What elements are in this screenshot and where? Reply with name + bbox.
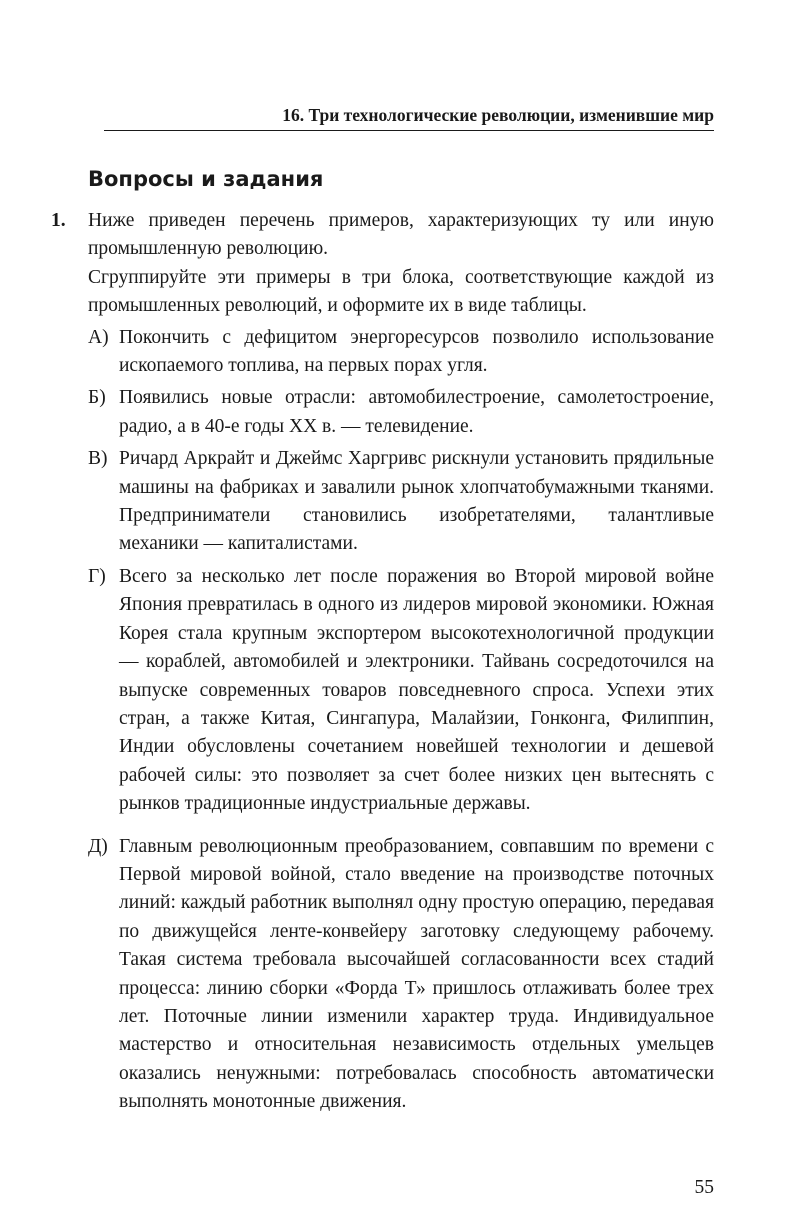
item-marker: Б) — [88, 387, 106, 409]
example-list — [88, 324, 714, 1117]
page-number: 55 — [694, 1177, 714, 1198]
item-marker: Г) — [88, 565, 106, 587]
item-marker: В) — [88, 448, 108, 470]
task-instruction: Сгруппируйте эти примеры в три блока, соответствующие каждой из промышленных революций, и оформите их в виде таблицы. — [88, 266, 714, 317]
item-text: Главным революционным преобразованием, совпавшим по времени с Первой мировой войной, стало введение на производстве поточных линий: каждый работник выполнял одну простую операцию, передавая по движущейся ленте-конвейеру заготовку следующему рабочему. Такая система требовала высочайшей согласованности всех стадий процесса: линию сборки «Форда Т» пришлось отлаживать более трех лет. Поточные линии изменили характер труда. Индивидуальное мастерство и относительная независимость отдельных умельцев оказались ненужными: потребовалась способность автоматически выполнять монотонные движения. — [119, 835, 714, 1113]
task-1 — [51, 207, 714, 1121]
example-item-v — [88, 445, 714, 559]
running-head: 16. Три технологические революции, изменившие мир — [104, 104, 714, 131]
example-item-g — [88, 563, 714, 819]
example-item-d — [88, 833, 714, 1117]
example-item-b — [88, 384, 714, 441]
item-text: Покончить с дефицитом энергоресурсов позволило использование ископаемого топлива, на первых порах угля. — [119, 326, 714, 377]
section-title: Вопросы и задания — [88, 167, 324, 191]
item-text: Всего за несколько лет после поражения во Второй мировой войне Япония превратилась в одного из лидеров мировой экономики. Южная Корея стала крупным экспортером высокотехнологичной продукции — кораблей, автомобилей и электроники. Тайвань сосредоточился на выпуске современных товаров повседневного спроса. Успехи этих стран, а также Китая, Сингапура, Малайзии, Гонконга, Филиппин, Индии обусловлены сочетанием новейшей технологии и дешевой рабочей силы: это позволяет за счет более низких цен вытеснять с рынков традиционные индустриальные державы. — [119, 565, 714, 815]
item-marker: А) — [88, 326, 109, 348]
task-intro: Ниже приведен перечень примеров, характеризующих ту или иную промышленную революцию. — [88, 210, 714, 260]
item-marker: Д) — [88, 835, 108, 857]
task-number: 1. — [51, 210, 66, 231]
item-text: Появились новые отрасли: автомобилестроение, самолетостроение, радио, а в 40-е годы XX в. — телевидение. — [119, 387, 714, 437]
item-text: Ричард Аркрайт и Джеймс Харгривс рискнули установить прядильные машины на фабриках и завалили рынок хлопчатобумажными тканями. Предприниматели становились изобретателями, талантливые механики — капиталистами. — [119, 448, 714, 555]
example-item-a — [88, 324, 714, 381]
